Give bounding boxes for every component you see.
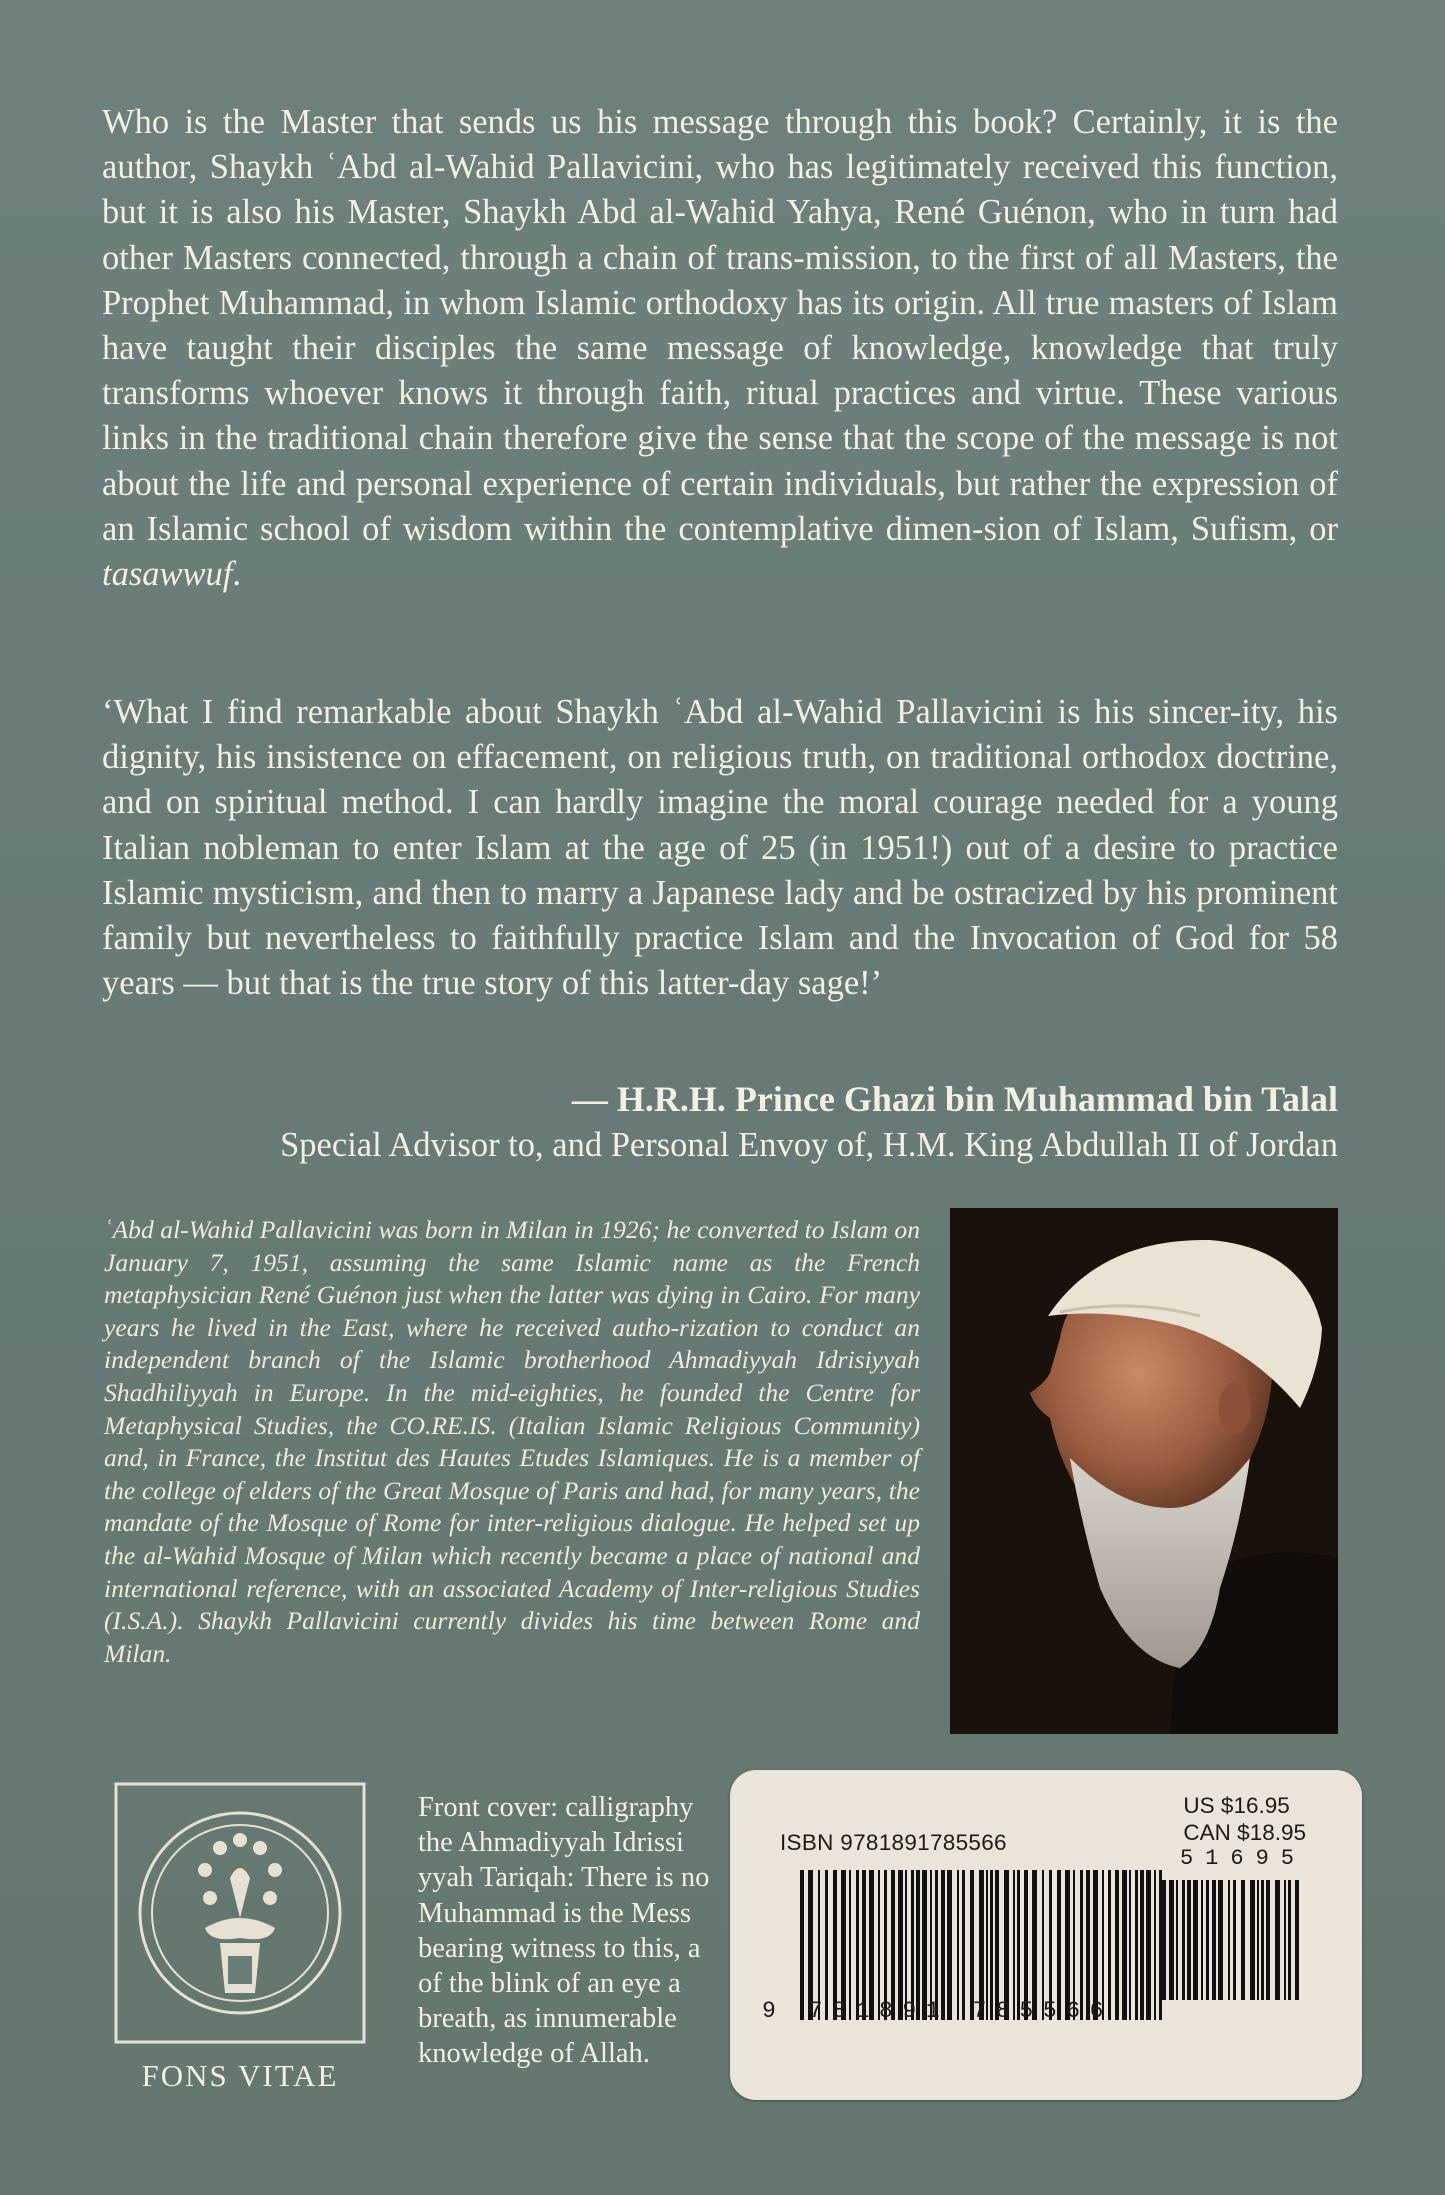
- barcode-bar: [1182, 1880, 1185, 2000]
- barcode-bar: [1228, 1880, 1230, 2000]
- author-photo: [950, 1208, 1338, 1734]
- endorser-name: — H.R.H. Prince Ghazi bin Muhammad bin Talal: [571, 1079, 1338, 1119]
- barcode-bar: [1295, 1880, 1299, 2000]
- price-block: [1183, 1792, 1306, 1846]
- isbn-label: ISBN 9781891785566: [780, 1830, 1007, 1855]
- barcode-bar: [1122, 1870, 1127, 2020]
- barcode-bar: [1250, 1880, 1255, 2000]
- us-price: US $16.95: [1183, 1793, 1290, 1818]
- barcode-bar: [1212, 1880, 1216, 2000]
- barcode-bar: [1201, 1880, 1203, 2000]
- addon-barcode: [1162, 1880, 1306, 2000]
- barcode-bar: [1154, 1870, 1156, 2020]
- endorsement-attribution: [280, 1076, 1338, 1168]
- barcode-bar: [1233, 1880, 1236, 2000]
- endorser-role: Special Advisor to, and Personal Envoy of, H.M. King Abdullah II of Jordan: [280, 1126, 1338, 1164]
- barcode-bar: [1206, 1880, 1209, 2000]
- barcode-bar: [1266, 1880, 1270, 2000]
- barcode-bar: [1176, 1880, 1178, 2000]
- fons-vitae-emblem-icon: [110, 1778, 370, 2048]
- barcode-bar: [1218, 1880, 1223, 2000]
- barcode-bar: [1275, 1880, 1280, 2000]
- addon-digits: 51695: [1179, 1846, 1306, 1871]
- barcode-bar: [1193, 1880, 1198, 2000]
- barcode-bar: [1135, 1870, 1138, 2020]
- endorsement-quote: ‘What I find remarkable about Shaykh ʿAbd al-Wahid Pallavicini is his sincer-ity, his dignity, his insistence on effacement, on religious truth, on traditional orthodox doctrine, and on spiritual method. I can hardly imagine the moral courage needed for a young Italian nobleman to enter Islam at the age of 25 (in 1951!) out of a desire to practice Islamic mysticism, and then to marry a Japanese lady and be ostracized by his prominent family but nevertheless to faithfully practice Islam and the Invocation of God for 58 years — but that is the true story of this latter-day sage!’: [102, 693, 1338, 1003]
- barcode-bar: [1261, 1880, 1264, 2000]
- description-paragraph: Who is the Master that sends us his message through this book? Certainly, it is the author, Shaykh ʿAbd al-Wahid Pallavicini, who has legitimately received this function, but it is also his Master, Shaykh Abd al-Wahid Yahya, René Guénon, who in turn had other Masters connected, through a chain of trans-mission, to the first of all Masters, the Prophet Muhammad, in whom Islamic orthodoxy has its origin. All true masters of Islam have taught their disciples the same message of knowledge, knowledge that truly transforms whoever knows it through faith, ritual practices and virtue. These various links in the traditional chain therefore give the sense that the scope of the message is not about the life and personal experience of certain individuals, but rather the expression of an Islamic school of wisdom within the contemplative dimen-sion of Islam, Sufism, or tasawwuf.: [102, 103, 1338, 594]
- barcode-bar: [1241, 1880, 1245, 2000]
- barcode-bar: [1140, 1870, 1144, 2020]
- barcode-bar: [1284, 1880, 1286, 2000]
- barcode-bar: [1288, 1880, 1291, 2000]
- barcode-bar: [1129, 1870, 1131, 2020]
- barcode-digits: 9 781891 785566: [762, 1998, 1114, 2024]
- barcode-bar: [1187, 1880, 1191, 2000]
- author-bio: ʿAbd al-Wahid Pallavicini was born in Milan in 1926; he converted to Islam on January 7, 1951, assuming the same Islamic name as the French metaphysician René Guénon just when the latter was dying in Cairo. For many years he lived in the East, where he received autho-rization to conduct an independent branch of the Islamic brotherhood Ahmadiyyah Idrisiyyah Shadhiliyyah in Europe. In the mid-eighties, he founded the Centre for Metaphysical Studies, the CO.RE.IS. (Italian Islamic Religious Community) and, in France, the Institut des Hautes Etudes Islamiques. He is a member of the college of elders of the Great Mosque of Paris and had, for many years, the mandate of the Mosque of Rome for inter-religious dialogue. He helped set up the al-Wahid Mosque of Milan which recently became a place of national and international reference, with an associated Academy of Inter-religious Studies (I.S.A.). Shaykh Pallavicini currently divides his time between Rome and Milan.: [104, 1215, 920, 1668]
- price-barcode-sticker: [730, 1770, 1362, 2100]
- barcode-bar: [1146, 1870, 1151, 2020]
- barcode-bar: [1115, 1870, 1119, 2020]
- barcode-bar: [1169, 1880, 1174, 2000]
- can-price: CAN $18.95: [1183, 1820, 1306, 1845]
- barcode-bar: [1162, 1880, 1166, 2000]
- publisher-name: FONS VITAE: [141, 2058, 339, 2093]
- barcode-bar: [1257, 1880, 1259, 2000]
- cover-credit: Front cover: calligraphy the Ahmadiyyah Idrissi yyah Tariqah: There is no Muhammad is the Mess bearing witness to this, a of the blink of an eye a breath, as innumerable knowledge of Allah.: [418, 1792, 710, 2070]
